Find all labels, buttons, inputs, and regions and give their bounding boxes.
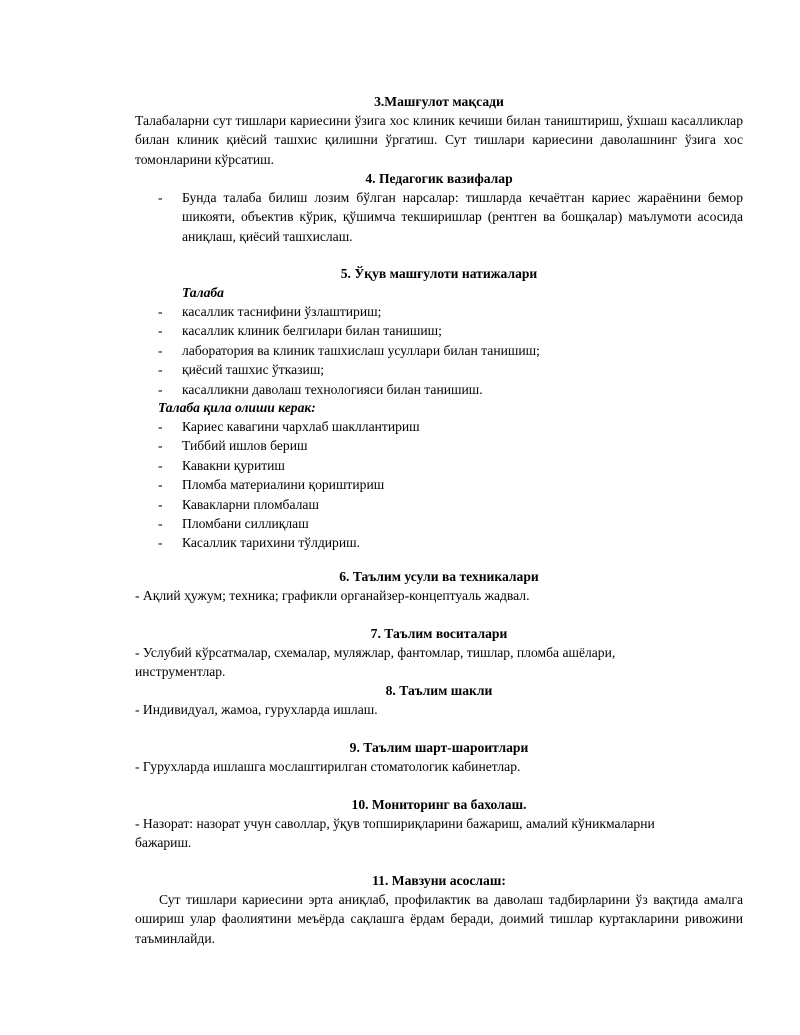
skills-subheading: Талаба қила олиши керак:	[158, 400, 316, 415]
list-item	[135, 495, 743, 514]
section-10-title: 10. Мониторинг ва бахолаш.	[351, 797, 527, 812]
section-10-text: - Назорат: назорат учун саволлар, ўқув топшириқларини бажариш, амалий кўникмаларни бажариш.	[135, 816, 655, 851]
list-item	[135, 533, 743, 552]
list-item-text: касалликни даволаш технологияси билан танишиш.	[182, 381, 483, 397]
dash-bullet: -	[158, 457, 163, 473]
list-item-text: Бунда талаба билиш лозим бўлган нарсалар: тишларда кечаётган кариес жараёнини бемор шикояти, объектив кўрик, қўшимча текширишлар (рентген ва бошқалар) маълумоти асосида аниқлаш, қиёсий ташхислаш.	[182, 190, 743, 244]
section-6-title: 6. Таълим усули ва техникалари	[339, 569, 539, 584]
section-8-text: - Индивидуал, жамоа, гурухларда ишлаш.	[135, 702, 378, 717]
list-item-text: қиёсий ташхис ўтказиш;	[182, 362, 325, 378]
section-3-title: 3.Машғулот мақсади	[374, 94, 504, 109]
list-item-text: Тиббий ишлов бериш	[182, 438, 308, 454]
dash-bullet: -	[158, 477, 163, 493]
list-item	[135, 456, 743, 475]
list-item-text: Кавакни қуритиш	[182, 457, 285, 473]
list-item-text: Касаллик тарихини тўлдириш.	[182, 535, 360, 551]
section-9-title: 9. Таълим шарт-шароитлари	[349, 740, 529, 755]
section-7-title: 7. Таълим воситалари	[370, 626, 508, 641]
dash-bullet: -	[158, 496, 163, 512]
list-item	[135, 475, 743, 494]
list-item-text: Кавакларни пломбалаш	[182, 496, 319, 512]
list-item-text: касаллик таснифини ўзлаштириш;	[182, 304, 382, 319]
list-item-text: Пломбани силлиқлаш	[182, 516, 309, 532]
list-item	[135, 188, 743, 246]
list-item	[135, 360, 743, 379]
student-subheading: Талаба	[182, 285, 224, 300]
section-5-skills-list	[135, 417, 743, 553]
dash-bullet: -	[158, 304, 163, 319]
dash-bullet: -	[158, 438, 163, 454]
dash-bullet: -	[158, 516, 163, 532]
section-7-text: - Услубий кўрсатмалар, схемалар, муляжлар, фантомлар, тишлар, пломба ашёлари, инструментлар.	[135, 645, 616, 680]
section-5-title: 5. Ўқув машғулоти натижалари	[340, 266, 538, 281]
dash-bullet: -	[158, 419, 163, 434]
section-5-student-list	[135, 302, 743, 399]
list-item	[135, 302, 743, 321]
dash-bullet: -	[158, 381, 163, 397]
dash-bullet: -	[158, 535, 163, 551]
list-item-text: Кариес кавагини чархлаб шакллантириш	[182, 419, 420, 434]
dash-bullet: -	[158, 323, 163, 339]
list-item	[135, 417, 743, 436]
section-9-text: - Гурухларда ишлашга мослаштирилган стоматологик кабинетлар.	[135, 759, 521, 774]
list-item	[135, 514, 743, 533]
dash-bullet: -	[158, 190, 163, 205]
list-item-text: лаборатория ва клиник ташхислаш усуллари билан танишиш;	[182, 342, 540, 358]
list-item	[135, 436, 743, 455]
list-item-text: Пломба материалини қориштириш	[182, 477, 385, 493]
section-3-text: Талабаларни сут тишлари кариесини ўзига хос клиник кечиши билан таништириш, ўхшаш касалликлар билан клиник қиёсий ташхис қилишни ўргатиш. Сут тишлари кариесини даволашнинг ўзига хос томонларини кўрсатиш.	[135, 113, 743, 167]
dash-bullet: -	[158, 362, 163, 378]
section-4-title: 4. Педагогик вазифалар	[365, 171, 513, 186]
list-item	[135, 341, 743, 360]
section-11-title: 11. Мавзуни асослаш:	[372, 873, 506, 888]
section-11-text: Сут тишлари кариесини эрта аниқлаб, профилактик ва даволаш тадбирларини ўз вақтида амалга ошириш улар фаолиятини меъёрда сақлашга ёрдам беради, доимий тишлар куртакларини ривожини таъминлайди.	[135, 892, 743, 946]
list-item-text: касаллик клиник белгилари билан танишиш;	[182, 323, 442, 339]
section-8-title: 8. Таълим шакли	[385, 683, 493, 698]
dash-bullet: -	[158, 342, 163, 358]
list-item	[135, 380, 743, 399]
section-6-text: - Ақлий ҳужум; техника; графикли органайзер-концептуаль жадвал.	[135, 588, 530, 603]
section-4-list	[135, 188, 743, 246]
list-item	[135, 321, 743, 340]
